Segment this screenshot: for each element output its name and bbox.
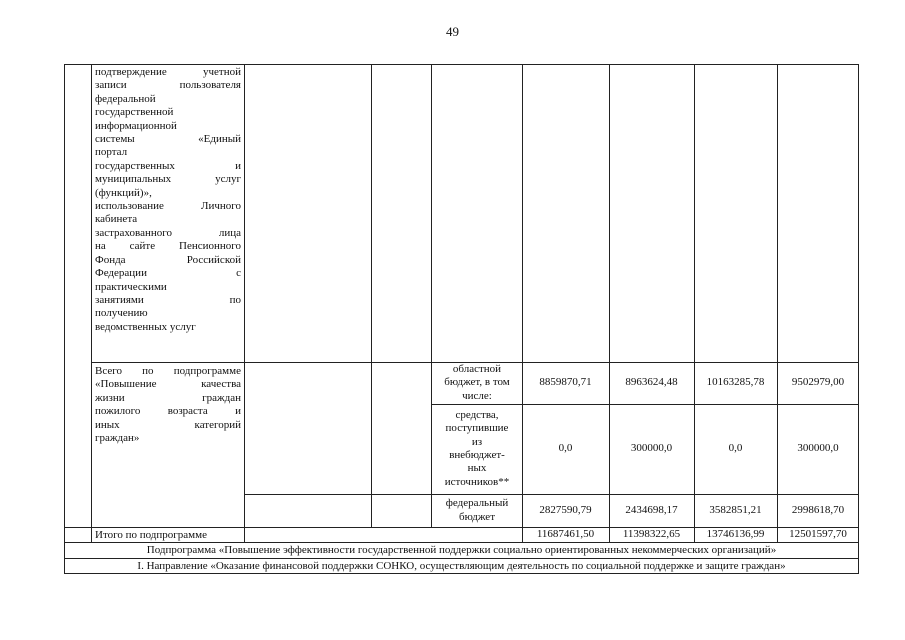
activity-line: портал	[95, 146, 128, 159]
itogo-value: 12501597,70	[789, 528, 847, 540]
activity-line: информационной	[95, 119, 177, 132]
activity-line: получению	[95, 307, 148, 320]
table-vline	[91, 64, 92, 542]
activity-line: федеральной	[95, 92, 156, 105]
funding-value: 300000,0	[797, 442, 839, 454]
funding-value: 10163285,78	[706, 376, 765, 388]
funding-source-line: бюджет, в том	[444, 376, 510, 389]
total-label-line: жизни граждан	[95, 391, 241, 404]
table-vline	[371, 64, 372, 527]
total-label-line: пожилого возраста и	[95, 405, 241, 418]
funding-source-line: внебюджет-	[449, 449, 505, 461]
funding-source-offbudget	[433, 404, 521, 494]
total-label-line: «Повышение качества	[95, 378, 241, 391]
itogo-value: 13746136,99	[706, 528, 765, 540]
funding-value: 8859870,71	[539, 376, 592, 388]
table-vline	[694, 64, 695, 542]
funding-source-line: числе:	[462, 389, 492, 402]
funding-value: 2827590,79	[539, 503, 592, 516]
activity-line: Федерации с	[95, 267, 241, 280]
funding-source-line: бюджет	[459, 510, 495, 523]
activity-line: кабинета	[95, 213, 138, 226]
total-label-line: Всего по подпрограмме	[95, 365, 241, 377]
activity-description	[95, 66, 241, 334]
itogo-value: 11398322,65	[622, 528, 681, 540]
funding-value: 3582851,21	[709, 503, 762, 516]
funding-value: 0,0	[558, 442, 573, 454]
activity-line: использование Личного	[95, 200, 241, 213]
page-number: 49	[446, 24, 459, 39]
funding-source-line: поступившие	[445, 422, 509, 435]
itogo-label: Итого по подпрограмме	[95, 529, 207, 541]
funding-source-line: из	[471, 435, 483, 448]
subprogram-title: Подпрограмма «Повышение эффективности государственной поддержки социально ориентированных некоммерческих организаций»	[146, 544, 777, 556]
table-vline	[777, 64, 778, 542]
funding-value: 9502979,00	[791, 376, 845, 388]
funding-value: 2998618,70	[791, 503, 845, 516]
total-label-line: граждан»	[95, 432, 140, 445]
activity-line: Фонда Российской	[95, 253, 241, 266]
activity-line: государственных и	[95, 159, 241, 172]
funding-source-regional	[433, 362, 521, 404]
table-vline	[431, 64, 432, 527]
activity-line: на сайте Пенсионного	[95, 240, 241, 253]
activity-line: записи пользователя	[95, 79, 241, 92]
funding-source-line: областной	[452, 362, 502, 375]
table-vline	[522, 64, 523, 542]
funding-value: 300000,0	[630, 442, 673, 454]
funding-value: 2434698,17	[625, 503, 678, 516]
funding-source-line: ных	[467, 462, 487, 475]
table-hline	[244, 494, 859, 495]
funding-source-line: средства,	[455, 408, 499, 421]
itogo-value: 11687461,50	[536, 528, 595, 540]
activity-line: ведомственных услуг	[95, 320, 196, 333]
funding-source-federal	[433, 494, 521, 527]
direction-title: I. Направление «Оказание финансовой поддержки СОНКО, осуществляющим деятельность по социальной поддержке и защите граждан»	[137, 560, 786, 572]
funding-source-line: федеральный	[445, 497, 509, 510]
activity-line: системы «Единый	[95, 133, 241, 146]
funding-value: 8963624,48	[625, 376, 678, 388]
activity-line: подтверждение учетной	[95, 66, 241, 78]
activity-line: застрахованного лица	[95, 226, 241, 239]
table-vline	[244, 64, 245, 542]
activity-line: практическими	[95, 280, 167, 293]
subprogram-total-label	[95, 365, 241, 445]
table-vline	[609, 64, 610, 542]
total-label-line: иных категорий	[95, 418, 241, 431]
funding-source-line: источников**	[444, 475, 510, 488]
funding-value: 0,0	[728, 442, 743, 454]
activity-line: государственной	[95, 106, 174, 119]
activity-line: муниципальных услуг	[95, 173, 241, 186]
activity-line: (функций)»,	[95, 186, 152, 199]
activity-line: занятиями по	[95, 293, 241, 306]
